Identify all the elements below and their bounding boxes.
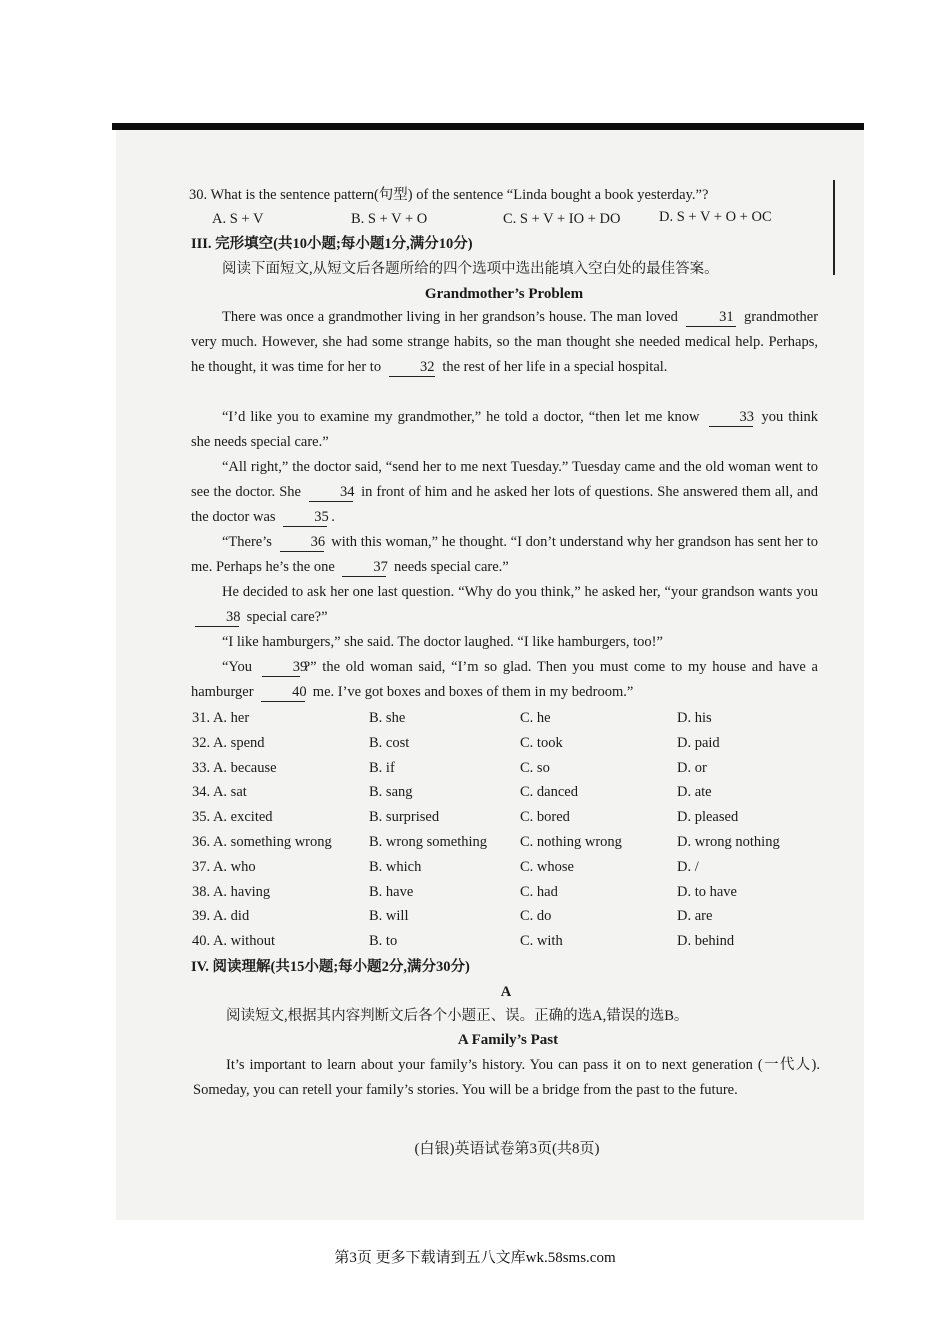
q39-option-b: B. will <box>369 908 409 925</box>
q39-option-a: 39. A. did <box>192 908 250 925</box>
q36-option-b: B. wrong something <box>369 834 488 850</box>
paragraph-2: “I’d like you to examine my grandmother,” he told a doctor, “then let me know 33 you think she needs special care.” <box>191 409 819 450</box>
blank-40: 40 <box>261 684 305 702</box>
passage-a-paragraph: It’s important to learn about your family’s history. You can pass it on to next generation (一代人). Someday, you can retell your family’s stories. You will be a bridge from the past to the future. <box>193 1057 820 1098</box>
q32-option-c: C. took <box>520 734 563 751</box>
passage-a-title: A Family’s Past <box>457 1032 559 1048</box>
blank-39: 39 <box>262 659 300 677</box>
q33-option-a: 33. A. because <box>192 759 277 776</box>
section4-part: A <box>500 984 512 1000</box>
q39-option-d: D. are <box>677 908 713 925</box>
q33-option-b: B. if <box>369 759 395 776</box>
q33-option-d: D. or <box>677 759 707 776</box>
q37-option-b: B. which <box>369 858 422 875</box>
blank-37: 37 <box>342 559 386 577</box>
q32-option-a: 32. A. spend <box>192 734 265 751</box>
q36-option-a: 36. A. something wrong <box>192 834 332 850</box>
section3-instruction: 阅读下面短文,从短文后各题所给的四个选项中选出能填入空白处的最佳答案。 <box>222 261 719 277</box>
q35-option-b: B. surprised <box>369 809 440 826</box>
paragraph-7: “You 39?” the old woman said, “I’m so glad. Then you must come to my house and have a hamburger 40 me. I’ve got boxes and boxes of them in my bedroom.” <box>191 659 818 700</box>
q30-option-d: D. S + V + O + OC <box>659 209 772 225</box>
q35-option-c: C. bored <box>520 809 570 826</box>
q39-option-c: C. do <box>520 908 552 925</box>
q34-option-b: B. sang <box>369 784 413 801</box>
q31-option-d: D. his <box>677 710 712 726</box>
q30-stem: 30. What is the sentence pattern(句型) of the sentence “Linda bought a book yesterday.”? <box>189 187 709 203</box>
blank-36: 36 <box>280 534 324 552</box>
q35-option-d: D. pleased <box>677 809 739 826</box>
section4-instruction: 阅读短文,根据其内容判断文后各个小题正、误。正确的选A,错误的选B。 <box>226 1008 689 1024</box>
q40-option-a: 40. A. without <box>192 933 275 950</box>
q36-option-c: C. nothing wrong <box>520 834 622 850</box>
page-label: (白银)英语试卷第3页(共8页) <box>414 1141 600 1157</box>
q38-option-b: B. have <box>369 883 414 900</box>
q36-option-d: D. wrong nothing <box>677 834 780 850</box>
q37-option-a: 37. A. who <box>192 858 256 875</box>
blank-35: 35 <box>283 509 327 527</box>
q33-option-c: C. so <box>520 759 550 776</box>
page-footer: 第3页 更多下载请到五八文库wk.58sms.com <box>334 1250 616 1266</box>
paragraph-3: “All right,” the doctor said, “send her to me next Tuesday.” Tuesday came and the old woman went to see the doctor. She 34 in front of him and he asked her lots of questions. She answered them all, and the doctor was 35 . <box>191 459 818 525</box>
q32-option-b: B. cost <box>369 734 410 751</box>
q30-option-c: C. S + V + IO + DO <box>503 211 621 227</box>
section3-heading: III. 完形填空(共10小题;每小题1分,满分10分) <box>191 236 473 252</box>
q31-option-a: 31. A. her <box>192 710 250 726</box>
q34-option-d: D. ate <box>677 784 712 801</box>
q38-option-d: D. to have <box>677 883 737 900</box>
section4-heading: IV. 阅读理解(共15小题;每小题2分,满分30分) <box>191 959 470 975</box>
passage-title: Grandmother’s Problem <box>424 286 584 302</box>
q38-option-a: 38. A. having <box>192 883 271 900</box>
paragraph-1: There was once a grandmother living in her grandson’s house. The man loved 31 grandmother very much. However, she had some strange habits, so the man thought she needed medical help. Perhaps, he thought, it was time for her to 32 the rest of her life in a special hospital. <box>191 309 819 375</box>
blank-33: 33 <box>709 409 753 427</box>
top-border-bar <box>112 123 864 130</box>
q34-option-a: 34. A. sat <box>192 784 247 801</box>
paragraph-5: He decided to ask her one last question. “Why do you think,” he asked her, “your grandson wants you 38 special care?” <box>191 580 818 630</box>
q37-option-c: C. whose <box>520 858 574 875</box>
q30-option-a: A. S + V <box>212 211 264 227</box>
paragraph-6: “I like hamburgers,” she said. The doctor laughed. “I like hamburgers, too!” <box>222 634 663 650</box>
paragraph-4: “There’s 36 with this woman,” he thought. “I don’t understand why her grandson has sent her to me. Perhaps he’s the one 37 needs special care.” <box>191 534 819 575</box>
blank-34: 34 <box>309 484 353 502</box>
q40-option-b: B. to <box>369 933 398 950</box>
q40-option-c: C. with <box>520 933 563 950</box>
q34-option-c: C. danced <box>520 784 578 801</box>
q35-option-a: 35. A. excited <box>192 809 273 826</box>
q31-option-b: B. she <box>369 710 406 726</box>
q31-option-c: C. he <box>520 710 551 726</box>
blank-32: 32 <box>389 359 435 377</box>
blank-38: 38 <box>195 609 239 627</box>
q30-option-b: B. S + V + O <box>351 211 428 227</box>
q37-option-d: D. / <box>677 858 699 875</box>
q40-option-d: D. behind <box>677 933 735 950</box>
q38-option-c: C. had <box>520 883 558 900</box>
q32-option-d: D. paid <box>677 734 720 751</box>
margin-mark <box>833 180 835 275</box>
blank-31: 31 <box>686 309 736 327</box>
